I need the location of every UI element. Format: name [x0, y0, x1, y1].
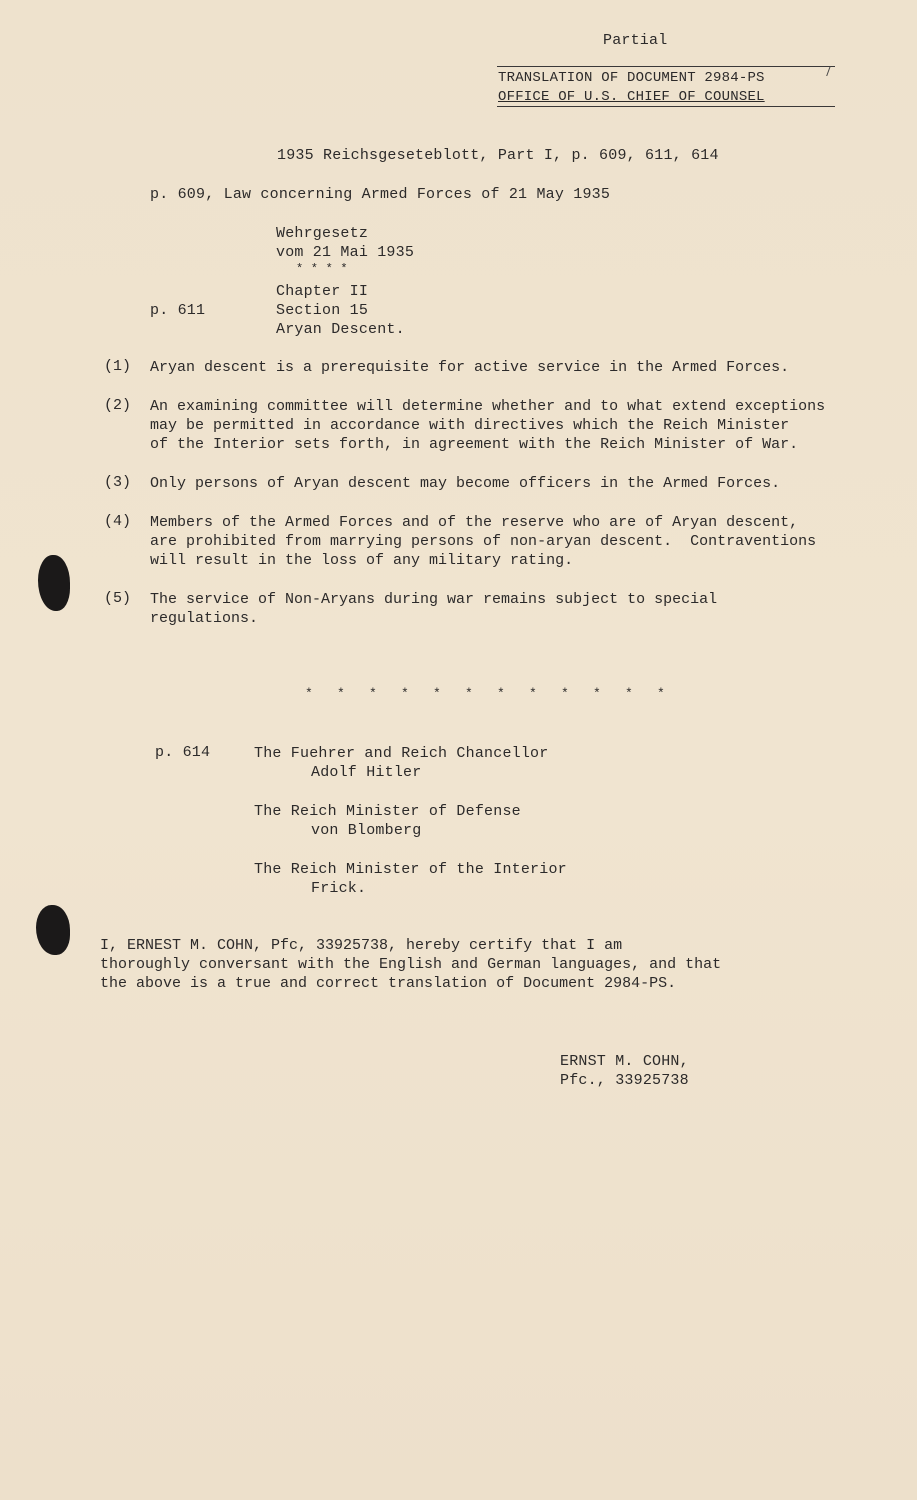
- divider-stars: * * * * * * * * * * * *: [305, 686, 666, 701]
- office-line: OFFICE OF U.S. CHIEF OF COUNSEL: [498, 89, 765, 105]
- small-stars: * * * *: [296, 262, 348, 276]
- certification-line: the above is a true and correct translation of Document 2984-PS.: [100, 975, 677, 992]
- citation: 1935 Reichsgeseteblott, Part I, p. 609, 611, 614: [277, 147, 719, 164]
- partial-label: Partial: [603, 32, 668, 49]
- signature-title-1: The Fuehrer and Reich Chancellor: [254, 745, 549, 762]
- certification: [100, 936, 721, 993]
- german-title: Wehrgesetz: [276, 225, 369, 242]
- paragraph-1: [150, 358, 789, 377]
- check-mark-icon: [812, 66, 831, 76]
- paragraph-3: [150, 474, 780, 493]
- paragraph-line: The service of Non-Aryans during war remains subject to special: [150, 591, 718, 608]
- signature-name-1: Adolf Hitler: [311, 764, 422, 781]
- para-number: (1): [104, 358, 132, 375]
- paragraph-line: may be permitted in accordance with directives which the Reich Minister: [150, 417, 790, 434]
- signature-title-3: The Reich Minister of the Interior: [254, 861, 567, 878]
- signer-name: ERNST M. COHN,: [560, 1053, 689, 1070]
- paragraph-line: of the Interior sets forth, in agreement with the Reich Minister of War.: [150, 436, 799, 453]
- section-title: Aryan Descent.: [276, 321, 405, 338]
- binder-hole-mark: [38, 555, 70, 611]
- header-rule-top: [497, 66, 835, 67]
- section: Section 15: [276, 302, 369, 319]
- binder-hole-mark: [36, 905, 70, 955]
- signature-title-2: The Reich Minister of Defense: [254, 803, 521, 820]
- para-number: (2): [104, 397, 132, 414]
- signer-rank: Pfc., 33925738: [560, 1072, 689, 1089]
- german-date: vom 21 Mai 1935: [276, 244, 415, 261]
- para-number: (4): [104, 513, 132, 530]
- page-ref-614: p. 614: [155, 744, 211, 761]
- paragraph-line: Aryan descent is a prerequisite for active service in the Armed Forces.: [150, 359, 790, 376]
- paragraph-5: [150, 590, 717, 628]
- paragraph-line: are prohibited from marrying persons of non-aryan descent. Contraventions: [150, 533, 817, 550]
- chapter: Chapter II: [276, 283, 369, 300]
- paragraph-line: Only persons of Aryan descent may become officers in the Armed Forces.: [150, 475, 781, 492]
- paragraph-2: [150, 397, 825, 454]
- paragraph-line: will result in the loss of any military rating.: [150, 552, 574, 569]
- para-number: (5): [104, 590, 132, 607]
- certification-line: I, ERNEST M. COHN, Pfc, 33925738, hereby certify that I am: [100, 937, 623, 954]
- translation-line: TRANSLATION OF DOCUMENT 2984-PS: [498, 70, 765, 86]
- header-rule-bottom: [497, 106, 835, 107]
- page-ref-611: p. 611: [150, 302, 206, 319]
- para-number: (3): [104, 474, 132, 491]
- paragraph-line: regulations.: [150, 610, 259, 627]
- certification-line: thoroughly conversant with the English and German languages, and that: [100, 956, 722, 973]
- signature-name-2: von Blomberg: [311, 822, 422, 839]
- paragraph-4: [150, 513, 816, 570]
- law-title: p. 609, Law concerning Armed Forces of 21 May 1935: [150, 186, 611, 203]
- signature-name-3: Frick.: [311, 880, 367, 897]
- paragraph-line: Members of the Armed Forces and of the reserve who are of Aryan descent,: [150, 514, 799, 531]
- paragraph-line: An examining committee will determine whether and to what extend exceptions: [150, 398, 826, 415]
